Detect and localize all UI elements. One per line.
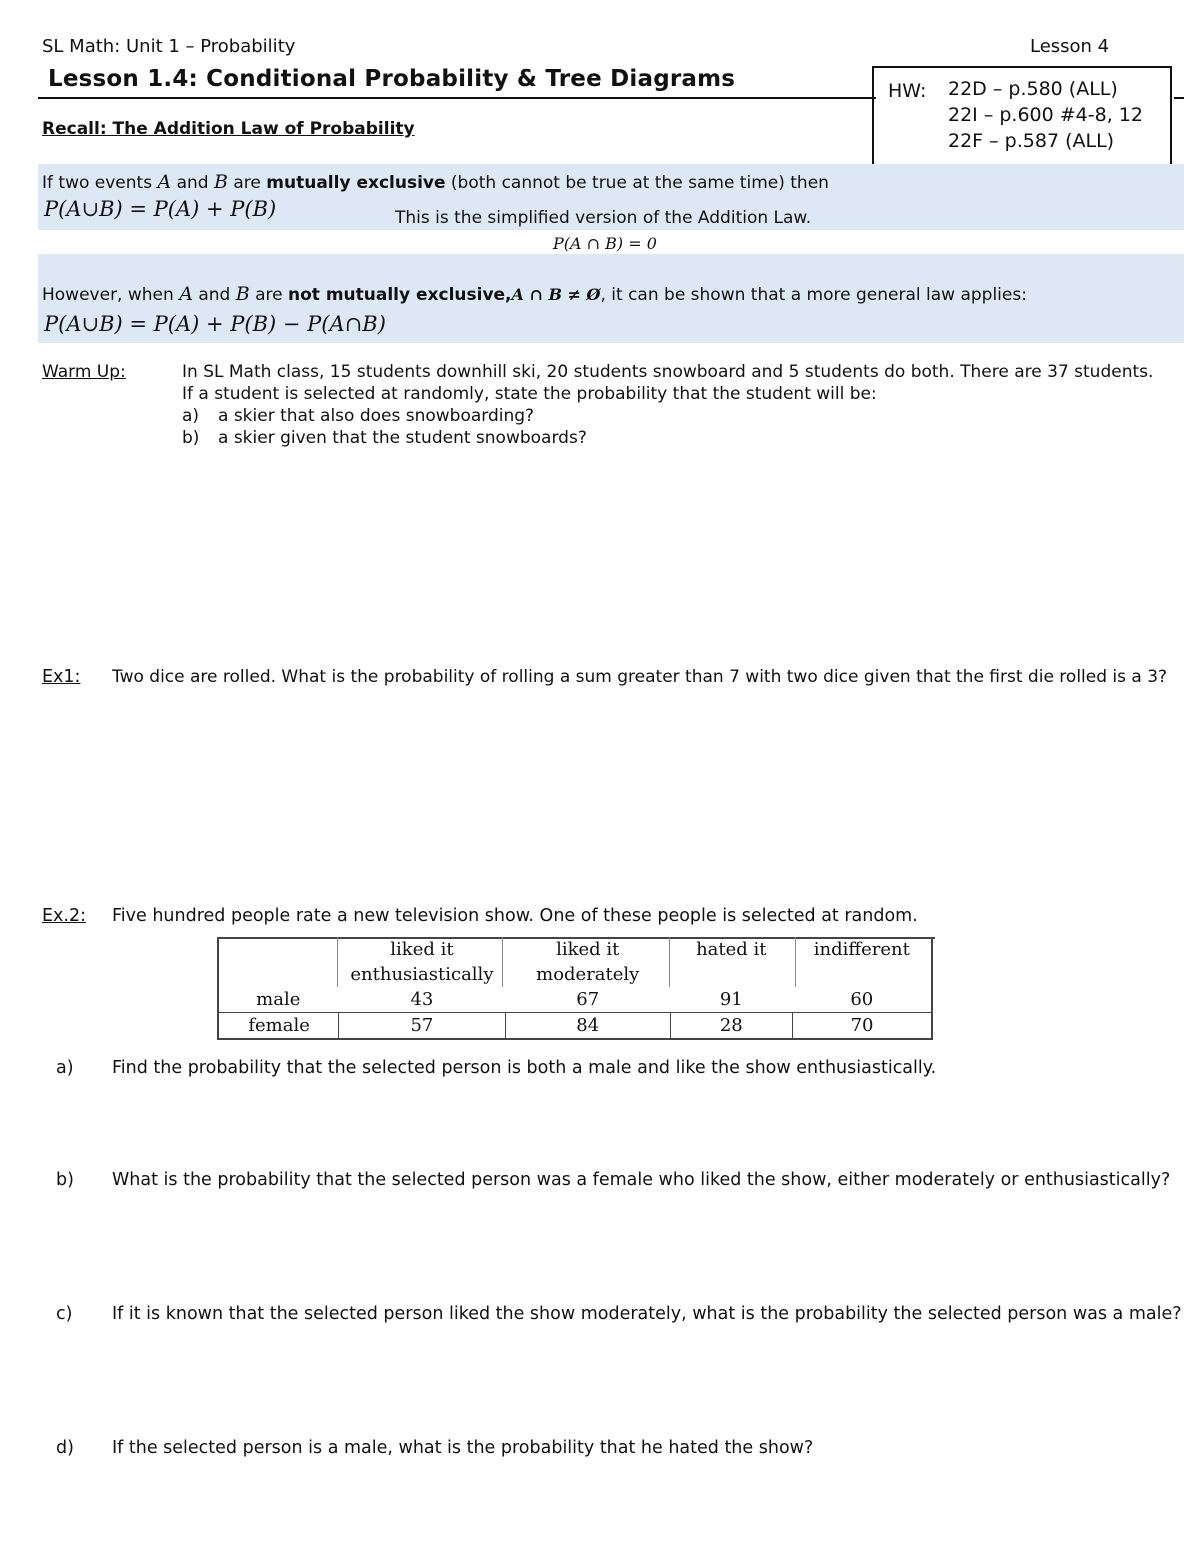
table-top-border <box>217 937 935 939</box>
column-header: liked it enthusiastically <box>350 939 494 985</box>
rating-table <box>217 937 933 1040</box>
warmup-item: a skier given that the student snowboards? <box>218 428 587 448</box>
general-addition-formula: P(A∪B) = P(A) + P(B) − P(A∩B) <box>44 312 386 336</box>
warmup-item-letter: a) <box>182 406 200 426</box>
not-mutually-exclusive-statement <box>42 283 1027 305</box>
event-b-symbol: B <box>235 283 250 305</box>
table-cell: 91 <box>719 989 743 1010</box>
column-header: indifferent <box>793 937 932 987</box>
lesson-number: Lesson 4 <box>1030 36 1110 57</box>
recall-heading: Recall: The Addition Law of Probability <box>42 119 415 139</box>
statement-text: and <box>198 285 231 305</box>
row-label: female <box>218 1013 338 1040</box>
table-cell: 28 <box>670 1013 793 1040</box>
ex2-intro: Five hundred people rate a new television show. One of these people is selected at random. <box>112 906 918 926</box>
table-header-row <box>218 937 932 987</box>
course-title: SL Math: Unit 1 – Probability <box>42 36 296 57</box>
warmup-line: In SL Math class, 15 students downhill ski, 20 students snowboard and 5 students do both. There are 37 students. <box>182 362 1154 382</box>
statement-text: (both cannot be true at the same time) then <box>450 173 829 193</box>
homework-line: 22F – p.587 (ALL) <box>948 130 1115 152</box>
table-row <box>218 987 932 1013</box>
simplified-addition-formula: P(A∪B) = P(A) + P(B) <box>44 197 277 221</box>
statement-text: However, when <box>42 285 174 305</box>
ex1-label: Ex1: <box>42 667 81 687</box>
warmup-item: a skier that also does snowboarding? <box>218 406 535 426</box>
homework-line: 22I – p.600 #4-8, 12 <box>948 104 1143 126</box>
nonempty-intersection: A ∩ B ≠ Ø <box>511 285 601 304</box>
mutually-exclusive-statement <box>42 171 829 193</box>
table-cell: 70 <box>793 1013 932 1040</box>
question-letter: a) <box>56 1058 74 1078</box>
statement-text: and <box>176 173 209 193</box>
question-letter: c) <box>56 1304 73 1324</box>
table-divider <box>337 937 338 987</box>
intersection-zero: P(A ∩ B) = 0 <box>553 234 657 253</box>
table-cell: 57 <box>338 1013 505 1040</box>
event-a-symbol: A <box>157 171 172 193</box>
table-cell: 67 <box>576 989 600 1010</box>
homework-line: 22D – p.580 (ALL) <box>948 78 1118 100</box>
mutually-exclusive-term: mutually exclusive <box>266 173 446 193</box>
not-mutually-exclusive-term: not mutually exclusive, <box>288 285 512 305</box>
table-corner <box>218 937 338 987</box>
ex2-label: Ex.2: <box>42 906 87 926</box>
event-a-symbol: A <box>179 283 193 305</box>
warmup-label: Warm Up: <box>42 362 126 382</box>
page-title: Lesson 1.4: Conditional Probability & Tree Diagrams <box>48 66 736 92</box>
question-letter: d) <box>56 1438 74 1458</box>
column-header: liked it moderately <box>536 939 640 985</box>
row-label: male <box>218 987 338 1013</box>
question-text: If the selected person is a male, what is the probability that he hated the show? <box>112 1438 814 1458</box>
simplified-note: This is the simplified version of the Addition Law. <box>395 208 812 228</box>
warmup-item-letter: b) <box>182 428 200 448</box>
table-cell: 84 <box>505 1013 670 1040</box>
statement-text: If two events <box>42 173 153 193</box>
question-text: If it is known that the selected person liked the show moderately, what is the probability the selected person was a male? <box>112 1304 1182 1324</box>
event-b-symbol: B <box>214 171 228 193</box>
table-divider <box>795 937 796 987</box>
column-header: hated it <box>696 939 767 960</box>
ex1-question: Two dice are rolled. What is the probability of rolling a sum greater than 7 with two dice given that the first die rolled is a 3? <box>112 667 1168 687</box>
homework-label: HW: <box>888 80 927 102</box>
homework-box <box>872 66 1172 170</box>
table-row <box>218 1013 932 1040</box>
table-cell: 60 <box>793 987 932 1013</box>
table-divider <box>502 937 503 987</box>
statement-text: , it can be shown that a more general law applies: <box>600 285 1027 305</box>
statement-text: are <box>255 285 283 305</box>
question-text: What is the probability that the selected person was a female who liked the show, either moderately or enthusiastically? <box>112 1170 1171 1190</box>
homework-box-tick <box>1174 97 1184 99</box>
question-letter: b) <box>56 1170 74 1190</box>
warmup-line: If a student is selected at randomly, state the probability that the student will be: <box>182 384 877 404</box>
question-text: Find the probability that the selected person is both a male and like the show enthusiastically. <box>112 1058 937 1078</box>
table-cell: 43 <box>410 989 434 1010</box>
title-divider <box>38 97 876 99</box>
statement-text: are <box>233 173 261 193</box>
table-divider <box>669 937 670 987</box>
